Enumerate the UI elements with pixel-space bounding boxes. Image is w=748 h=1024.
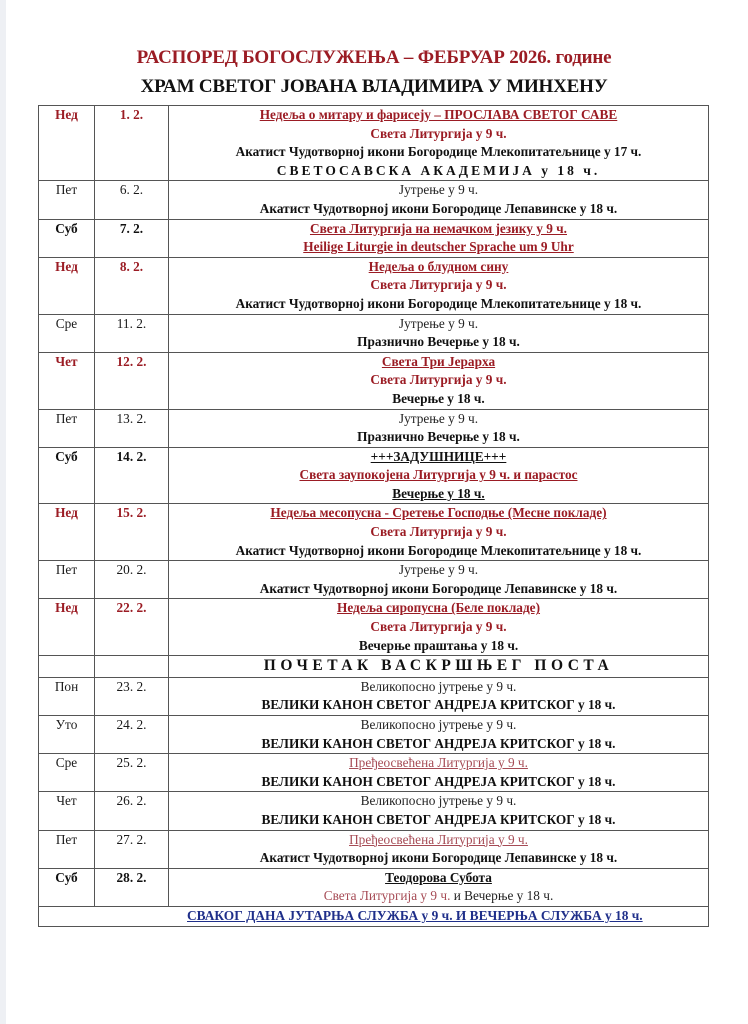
service-line: Великопосно јутрење у 9 ч.	[360, 793, 517, 809]
date-label: 7. 2.	[119, 220, 144, 236]
service-line: Света Литургија у 9 ч.	[370, 277, 507, 293]
date-cell	[95, 257, 169, 314]
service-line: Акатист Чудотворној икони Богородице Лепавинске у 18 ч.	[259, 580, 618, 596]
schedule-row	[39, 830, 709, 868]
schedule-row	[39, 352, 709, 409]
schedule-row	[39, 754, 709, 792]
day-cell	[39, 352, 95, 409]
date-label: 28. 2.	[116, 869, 147, 885]
service-line: Празнично Вечерње у 18 ч.	[357, 429, 520, 445]
date-label: 13. 2.	[116, 410, 147, 426]
service-line: Света Литургија у 9 ч.	[370, 372, 507, 388]
services-cell	[169, 868, 709, 906]
service-line: Акатист Чудотворној икони Богородице Лепавинске у 18 ч.	[259, 850, 618, 866]
services-cell	[169, 677, 709, 715]
date-label: 26. 2.	[116, 793, 147, 809]
day-label: Нед	[55, 600, 78, 616]
service-line: Јутрење у 9 ч.	[398, 410, 479, 426]
date-cell	[95, 504, 169, 561]
service-line: Празнично Вечерње у 18 ч.	[357, 334, 520, 350]
service-line: Акатист Чудотворној икони Богородице Лепавинске у 18 ч.	[259, 200, 618, 216]
date-cell	[95, 219, 169, 257]
schedule-footer-cell	[39, 906, 709, 926]
service-line: Јутрење у 9 ч.	[398, 315, 479, 331]
schedule-row	[39, 219, 709, 257]
service-line: Недеља о блудном сину	[368, 258, 509, 274]
day-label: Пет	[55, 182, 78, 198]
day-cell	[39, 792, 95, 830]
services-cell	[169, 754, 709, 792]
day-cell	[39, 716, 95, 754]
services-cell	[169, 257, 709, 314]
date-cell	[95, 754, 169, 792]
date-cell	[95, 106, 169, 181]
date-label: 22. 2.	[116, 600, 147, 616]
services-cell	[169, 504, 709, 561]
schedule-row	[39, 314, 709, 352]
day-cell	[39, 447, 95, 504]
date-label: 6. 2.	[119, 182, 144, 198]
day-cell	[39, 409, 95, 447]
day-cell	[39, 656, 95, 678]
service-line: ПОЧЕТАК ВАСКРШЊЕГ ПОСТА	[263, 657, 614, 675]
day-label: Пет	[55, 562, 78, 578]
schedule-row	[39, 181, 709, 219]
services-cell	[169, 409, 709, 447]
schedule-row	[39, 447, 709, 504]
services-cell	[169, 219, 709, 257]
service-line: +++ЗАДУШНИЦЕ+++	[370, 448, 507, 464]
date-cell	[95, 314, 169, 352]
services-cell	[169, 656, 709, 678]
date-label: 24. 2.	[116, 717, 147, 732]
schedule-row	[39, 561, 709, 599]
service-line: Света Литургија у 9 ч.	[370, 619, 507, 635]
date-label: 20. 2.	[116, 562, 147, 578]
service-line: Heilige Liturgie in deutscher Sprache um 9 Uhr	[303, 239, 574, 255]
service-line: Вечерње праштања у 18 ч.	[358, 637, 519, 653]
service-line: Теодорова Субота	[385, 869, 492, 885]
services-cell	[169, 599, 709, 656]
daily-services-note: СВАКОГ ДАНА ЈУТАРЊА СЛУЖБА у 9 ч. И ВЕЧЕРЊА СЛУЖБА у 18 ч.	[187, 907, 643, 923]
schedule-row	[39, 599, 709, 656]
service-line: Недеља сиропусна (Беле покладе)	[336, 600, 541, 616]
service-line	[169, 887, 708, 906]
services-cell	[169, 181, 709, 219]
service-line: Света Три Јерарха	[381, 353, 496, 369]
page-subtitle: ХРАМ СВЕТОГ ЈОВАНА ВЛАДИМИРА У МИНХЕНУ	[140, 76, 608, 97]
service-line: Недеља месопусна - Сретење Господње (Месне поклад‌е)	[270, 505, 607, 521]
schedule-row	[39, 257, 709, 314]
day-label: Пет	[55, 831, 78, 847]
day-cell	[39, 314, 95, 352]
date-cell	[95, 677, 169, 715]
service-line: СВЕТОСАВСКА АКАДЕМИЈА у 18 ч.	[276, 162, 601, 178]
day-label: Суб	[55, 869, 78, 885]
services-cell	[169, 447, 709, 504]
schedule-row	[39, 106, 709, 181]
services-cell	[169, 314, 709, 352]
service-line: Акатист Чудотворној икони Богородице Млекопитатељнице у 17 ч.	[235, 144, 642, 160]
day-label: Сре	[55, 315, 78, 331]
day-label: Суб	[55, 448, 78, 464]
service-line: Света Литургија на немачком језику у 9 ч.	[309, 220, 567, 236]
vespers-time: и Вечерње у 18 ч.	[450, 888, 554, 904]
services-cell	[169, 716, 709, 754]
schedule-row	[39, 656, 709, 678]
date-cell	[95, 352, 169, 409]
services-cell	[169, 352, 709, 409]
schedule-row	[39, 868, 709, 906]
date-cell	[95, 181, 169, 219]
day-cell	[39, 561, 95, 599]
schedule-footer-row	[39, 906, 709, 926]
date-cell	[95, 830, 169, 868]
day-cell	[39, 257, 95, 314]
day-label: Чет	[55, 353, 78, 369]
date-cell	[95, 447, 169, 504]
date-label: 14. 2.	[116, 448, 147, 464]
date-label: 8. 2.	[119, 258, 144, 274]
day-label: Чет	[56, 793, 77, 809]
date-label: 1. 2.	[119, 107, 144, 122]
service-line: Света заупокојена Литургија у 9 ч. и парастос	[299, 467, 578, 483]
day-label: Уто	[55, 717, 78, 732]
schedule-table	[38, 105, 709, 927]
day-cell	[39, 599, 95, 656]
service-line: Недеља о митару и фарисеју – ПРОСЛАВА СВЕТОГ САВЕ	[259, 107, 618, 122]
service-line: ВЕЛИКИ КАНОН СВЕТОГ АНДРЕЈА КРИТСКОГ у 18 ч.	[261, 811, 616, 827]
date-cell	[95, 561, 169, 599]
day-cell	[39, 830, 95, 868]
date-cell	[95, 716, 169, 754]
day-cell	[39, 219, 95, 257]
date-cell	[95, 409, 169, 447]
services-cell	[169, 792, 709, 830]
schedule-body	[39, 106, 709, 907]
services-cell	[169, 830, 709, 868]
service-line: Вечерње у 18 ч.	[392, 390, 485, 406]
service-line: Акатист Чудотворној икони Богородице Млекопитатељнице у 18 ч.	[235, 542, 642, 558]
date-cell	[95, 868, 169, 906]
day-cell	[39, 181, 95, 219]
date-cell	[95, 656, 169, 678]
services-cell	[169, 106, 709, 181]
service-line: Јутрење у 9 ч.	[398, 562, 479, 578]
service-line: Вечерње у 18 ч.	[392, 485, 485, 501]
day-cell	[39, 106, 95, 181]
service-line: Пређеосвећена Литургија у 9 ч.	[349, 831, 528, 847]
day-label: Пон	[54, 678, 79, 694]
day-cell	[39, 677, 95, 715]
date-label: 25. 2.	[116, 755, 147, 771]
day-label: Пет	[55, 410, 78, 426]
schedule-row	[39, 409, 709, 447]
day-cell	[39, 754, 95, 792]
schedule-row	[39, 677, 709, 715]
day-label: Суб	[55, 220, 78, 236]
services-cell	[169, 561, 709, 599]
service-line: Света Литургија у 9 ч.	[370, 524, 507, 540]
schedule-row	[39, 716, 709, 754]
date-cell	[95, 599, 169, 656]
page-edge-strip	[0, 0, 6, 1024]
service-line: Јутрење у 9 ч.	[398, 182, 479, 198]
service-line: ВЕЛИКИ КАНОН СВЕТОГ АНДРЕЈА КРИТСКОГ у 18 ч.	[261, 773, 616, 789]
day-label: Сре	[55, 755, 78, 771]
schedule-row	[39, 504, 709, 561]
day-label: Нед	[55, 107, 78, 122]
date-label: 23. 2.	[116, 678, 147, 694]
date-label: 11. 2.	[116, 315, 147, 331]
date-cell	[95, 792, 169, 830]
service-line: ВЕЛИКИ КАНОН СВЕТОГ АНДРЕЈА КРИТСКОГ у 18 ч.	[261, 697, 616, 713]
service-line: Великопосно јутрење у 9 ч.	[360, 717, 517, 732]
page-title: РАСПОРЕД БОГОСЛУЖЕЊА – ФЕБРУАР 2026. године	[136, 47, 612, 68]
date-label: 12. 2.	[116, 353, 147, 369]
date-label: 27. 2.	[116, 831, 147, 847]
day-cell	[39, 504, 95, 561]
day-cell	[39, 868, 95, 906]
date-label: 15. 2.	[116, 505, 147, 521]
service-line: Пређеосвећена Литургија у 9 ч.	[349, 755, 528, 771]
service-line: ВЕЛИКИ КАНОН СВЕТОГ АНДРЕЈА КРИТСКОГ у 18 ч.	[261, 735, 616, 751]
service-line: Света Литургија у 9 ч.	[370, 125, 507, 141]
day-label: Нед	[55, 505, 78, 521]
day-label: Нед	[55, 258, 78, 274]
schedule-row	[39, 792, 709, 830]
liturgy-time: Света Литургија у 9 ч.	[323, 888, 451, 904]
service-line: Акатист Чудотворној икони Богородице Млекопитатељнице у 18 ч.	[235, 295, 642, 311]
service-line: Великопосно јутрење у 9 ч.	[360, 678, 517, 694]
